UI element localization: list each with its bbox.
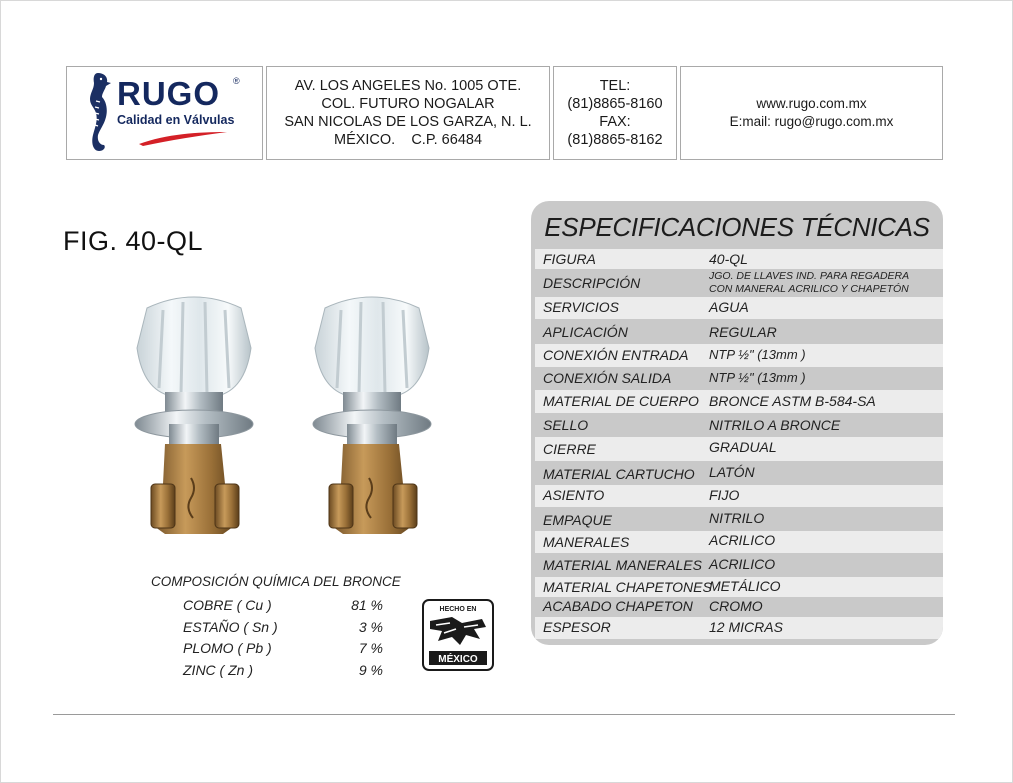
- spec-row: [535, 367, 943, 390]
- valve-image-left: [133, 288, 255, 540]
- footer-divider: [53, 714, 955, 715]
- spec-key: DESCRIPCIÓN: [543, 275, 641, 291]
- brand-name: RUGO: [117, 75, 220, 112]
- made-in-mexico-badge-icon: [422, 599, 494, 671]
- spec-key: ESPESOR: [543, 619, 611, 635]
- chemistry-title: COMPOSICIÓN QUÍMICA DEL BRONCE: [151, 574, 401, 589]
- spec-key: SELLO: [543, 417, 589, 433]
- specifications-panel: [531, 201, 943, 645]
- spec-row: [535, 617, 943, 639]
- chemistry-element: PLOMO ( Pb ): [183, 640, 272, 656]
- spec-value: NITRILO A BRONCE: [709, 417, 841, 433]
- spec-row: [535, 344, 943, 367]
- spec-key: MATERIAL MANERALES: [543, 557, 702, 573]
- specifications-title: ESPECIFICACIONES TÉCNICAS: [544, 212, 930, 242]
- tel-label: TEL:: [599, 78, 631, 94]
- spec-key: ASIENTO: [543, 487, 605, 503]
- chemistry-row: [183, 662, 388, 682]
- spec-row: [535, 461, 943, 485]
- spec-key: APLICACIÓN: [543, 324, 628, 340]
- spec-key: CONEXIÓN SALIDA: [543, 370, 672, 386]
- spec-key: ACABADO CHAPETON: [543, 598, 693, 614]
- spec-row: [535, 413, 943, 437]
- chemistry-row: [183, 619, 388, 639]
- spec-key: CONEXIÓN ENTRADA: [543, 347, 689, 363]
- chemistry-element: COBRE ( Cu ): [183, 597, 272, 613]
- brand-tagline: Calidad en Válvulas: [117, 113, 235, 127]
- spec-row: [535, 531, 943, 553]
- valve-image-right: [311, 288, 433, 540]
- spec-row: [535, 269, 943, 297]
- spec-row: [535, 485, 943, 507]
- spec-row: [535, 597, 943, 617]
- spec-value: ACRILICO: [709, 556, 776, 572]
- spec-key: SERVICIOS: [543, 299, 619, 315]
- spec-value: BRONCE ASTM B-584-SA: [709, 393, 876, 409]
- registered-mark: ®: [233, 76, 240, 86]
- spec-row: [535, 553, 943, 577]
- spec-row: [535, 319, 943, 344]
- spec-key: MANERALES: [543, 534, 630, 550]
- chemistry-element: ZINC ( Zn ): [183, 662, 253, 678]
- fax-number: (81)8865-8162: [567, 132, 663, 148]
- spec-key: MATERIAL DE CUERPO: [543, 393, 699, 409]
- spec-key: CIERRE: [543, 441, 596, 457]
- spec-key: EMPAQUE: [543, 512, 612, 528]
- badge-top-text: HECHO EN: [439, 606, 477, 613]
- spec-value: METÁLICO: [709, 578, 781, 594]
- chemistry-percent: 7 %: [358, 640, 383, 656]
- spec-value: NTP ½" (13mm ): [709, 370, 806, 385]
- tel-number: (81)8865-8160: [567, 96, 663, 112]
- figure-title: FIG. 40-QL: [63, 226, 204, 256]
- phone-box: [553, 66, 677, 160]
- fax-label: FAX:: [599, 114, 631, 130]
- seahorse-logo-icon: [84, 71, 112, 157]
- spec-value: LATÓN: [709, 464, 755, 480]
- chemistry-percent: 9 %: [358, 662, 383, 678]
- chemistry-element: ESTAÑO ( Sn ): [183, 619, 278, 635]
- chemistry-row: [183, 597, 388, 617]
- address-box: [266, 66, 550, 160]
- spec-key: FIGURA: [543, 251, 596, 267]
- address-line: COL. FUTURO NOGALAR: [321, 96, 495, 112]
- email-link[interactable]: E:mail: rugo@rugo.com.mx: [729, 114, 894, 129]
- spec-value: CROMO: [709, 598, 763, 614]
- chemistry-percent: 81 %: [351, 597, 383, 613]
- spec-value: AGUA: [709, 299, 749, 315]
- spec-key: MATERIAL CHAPETONES: [543, 579, 712, 595]
- spec-value: NTP ½" (13mm ): [709, 347, 806, 362]
- logo-box: [66, 66, 263, 160]
- spec-value: 12 MICRAS: [709, 619, 783, 635]
- spec-value: GRADUAL: [709, 439, 777, 455]
- spec-value: NITRILO: [709, 510, 765, 526]
- spec-value: REGULAR: [709, 324, 777, 340]
- spec-row: [535, 507, 943, 531]
- spec-row: [535, 577, 943, 597]
- web-box: [680, 66, 943, 160]
- chemistry-row: [183, 640, 388, 660]
- spec-value: JGO. DE LLAVES IND. PARA REGADERA: [709, 270, 910, 282]
- address-line: MÉXICO. C.P. 66484: [333, 132, 483, 148]
- spec-row: [535, 249, 943, 269]
- chemistry-percent: 3 %: [358, 619, 383, 635]
- spec-row: [535, 297, 943, 319]
- website-link[interactable]: www.rugo.com.mx: [756, 96, 867, 111]
- spec-value-line2: CON MANERAL ACRILICO Y CHAPETÓN: [709, 283, 909, 295]
- badge-bottom-text: MÉXICO: [438, 654, 478, 665]
- red-swoosh-icon: [137, 130, 229, 146]
- spec-row: [535, 437, 943, 461]
- spec-value: 40-QL: [709, 251, 748, 267]
- spec-value: FIJO: [709, 487, 740, 503]
- spec-value: ACRILICO: [709, 532, 776, 548]
- address-line: SAN NICOLAS DE LOS GARZA, N. L.: [284, 114, 532, 130]
- address-line: AV. LOS ANGELES No. 1005 OTE.: [294, 78, 522, 94]
- spec-key: MATERIAL CARTUCHO: [543, 466, 695, 482]
- spec-row: [535, 390, 943, 413]
